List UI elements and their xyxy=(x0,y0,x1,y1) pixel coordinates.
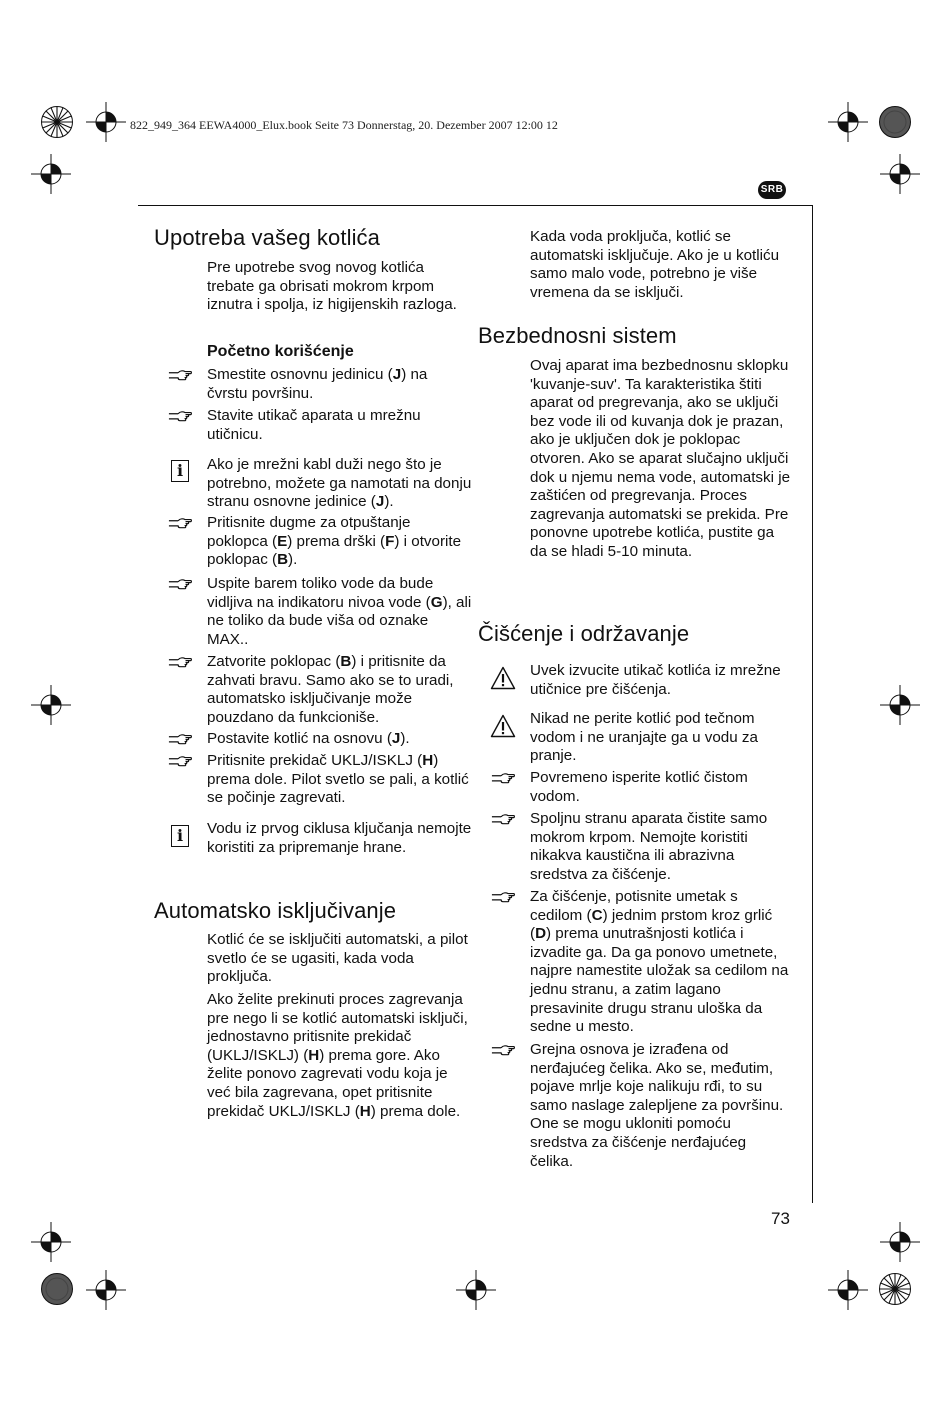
warning-icon xyxy=(490,666,516,690)
crosshair-mark xyxy=(828,102,868,142)
hand-pointer-icon xyxy=(491,813,515,827)
cleaning-step: Za čišćenje, potisnite umetak s cedilom (C) jednim prstom kroz grlić (D) prema unutrašnjosti kotlića i izvadite ga. Da ga ponovo umetnete, najpre namestite uložak sa cedilom na jednu stranu, a zatim lagano presavinite drugu stranu uloška da sedne u mesto. xyxy=(530,888,789,1036)
page-number: 73 xyxy=(771,1209,790,1228)
crosshair-mark xyxy=(86,1270,126,1310)
sunburst-mark-bottom-right xyxy=(878,1272,912,1306)
section-title-cleaning: Čišćenje i održavanje xyxy=(478,621,690,646)
section-title-auto-off: Automatsko isključivanje xyxy=(154,898,397,923)
subheading-first-use: Početno korišćenje xyxy=(207,343,354,360)
usage-intro: Pre upotrebe svog novog kotlića trebate ga obrisati mokrom krpom iznutra i spolja, iz higijenskih razloga. xyxy=(207,259,457,314)
info-note: Vodu iz prvog ciklusa ključanja nemojte koristiti za pripremanje hrane. xyxy=(207,820,472,856)
hand-pointer-icon xyxy=(491,772,515,786)
print-header: 822_949_364 EEWA4000_Elux.book Seite 73 Donnerstag, 20. Dezember 2007 12:00 12 xyxy=(130,118,558,132)
step-item: Postavite kotlić na osnovu (J). xyxy=(207,730,410,747)
step-item: Stavite utikač aparata u mrežnu utičnicu. xyxy=(207,407,421,443)
section-title-safety: Bezbednosni sistem xyxy=(478,323,677,348)
hand-pointer-icon xyxy=(168,517,192,531)
crosshair-mark xyxy=(31,154,71,194)
language-badge: SRB xyxy=(758,181,786,199)
info-note: Ako je mrežni kabl duži nego što je potrebno, možete ga namotati na donju stranu osnovne jedinice (J). xyxy=(207,456,472,511)
hand-pointer-icon xyxy=(168,656,192,670)
safety-paragraph: Ovaj aparat ima bezbednosnu sklopku 'kuvanje-suv'. Ta karakteristika štiti aparat od pregrevanja, ako se uključi bez vode ili od kuvanja dok je prazan, ako je uključen dok je poklopac otvoren. Ako se aparat slučajno uključi dok u njemu nema vode, automatski je zaštićen od pregrevanja. Proces zagrevanja automatski se prekida. Pre ponovne upotrebe kotlića, pustite ga da se hladi 5-10 minuta. xyxy=(530,357,791,560)
step-item: Uspite barem toliko vode da bude vidljiva na indikatoru nivoa vode (G), ali ne toliko da bude viša od oznake MAX.. xyxy=(207,575,472,648)
auto-off-paragraph: Kotlić će se isključiti automatski, a pilot svetlo će se ugasiti, kada voda proključa. xyxy=(207,931,468,986)
step-item: Zatvorite poklopac (B) i pritisnite da zahvati bravu. Samo ako se to uradi, automatsko isključivanje može pouzdano da funkcioniše. xyxy=(207,653,454,726)
crosshair-mark xyxy=(828,1270,868,1310)
hand-pointer-icon xyxy=(168,410,192,424)
hand-pointer-icon xyxy=(168,578,192,592)
step-item: Smestite osnovnu jedinicu (J) na čvrstu površinu. xyxy=(207,366,428,402)
crosshair-mark xyxy=(880,154,920,194)
crosshair-mark xyxy=(880,685,920,725)
crosshair-mark xyxy=(31,1222,71,1262)
top-rule xyxy=(138,205,813,206)
info-icon: i xyxy=(171,460,189,482)
hand-pointer-icon xyxy=(168,369,192,383)
cleaning-step: Povremeno isperite kotlić čistom vodom. xyxy=(530,769,748,805)
grey-disc-mark-top-right xyxy=(878,105,912,139)
crosshair-mark xyxy=(456,1270,496,1310)
cleaning-step: Grejna osnova je izrađena od nerđajućeg čelika. Ako se, međutim, pojave mrlje koje nalikuju rđi, to su samo naslage zalepljene za površinu. One se mogu ukloniti pomoću sredstva za čišćenje nerđajućeg čelika. xyxy=(530,1041,784,1170)
section-title-usage: Upotreba vašeg kotlića xyxy=(154,225,380,250)
step-item: Pritisnite dugme za otpuštanje poklopca (E) prema drški (F) i otvorite poklopac (B). xyxy=(207,514,462,569)
hand-pointer-icon xyxy=(491,891,515,905)
step-item: Pritisnite prekidač UKLJ/ISKLJ (H) prema dole. Pilot svetlo se pali, a kotlić se počinje zagrevati. xyxy=(207,752,469,807)
cleaning-step: Spoljnu stranu aparata čistite samo mokrom krpom. Nemojte koristiti nikakva kaustična ili abrazivna sredstva za čišćenje. xyxy=(530,810,768,883)
auto-off-paragraph: Ako želite prekinuti proces zagrevanja pre nego li se kotlić automatski isključi, jednostavno pritisnite prekidač (UKLJ/ISKLJ) (H) prema gore. Ako želite ponovo zagrevati vodu koja je već bila zagrevana, opet pritisnite prekidač UKLJ/ISKLJ (H) prema dole. xyxy=(207,991,468,1120)
warning-note: Nikad ne perite kotlić pod tečnom vodom i ne uranjajte ga u vodu za pranje. xyxy=(530,710,758,765)
crosshair-mark xyxy=(880,1222,920,1262)
warning-note: Uvek izvucite utikač kotlića iz mrežne utičnice pre čišćenja. xyxy=(530,662,781,698)
grey-disc-mark-bottom-left xyxy=(40,1272,74,1306)
crosshair-mark xyxy=(31,685,71,725)
info-icon: i xyxy=(171,825,189,847)
crosshair-mark xyxy=(86,102,126,142)
sunburst-mark-top-left xyxy=(40,105,74,139)
hand-pointer-icon xyxy=(491,1044,515,1058)
continued-paragraph: Kada voda proključa, kotlić se automatski isključuje. Ako je u kotliću samo malo vode, potrebno je više vremena da se isključi. xyxy=(530,228,780,301)
warning-icon xyxy=(490,714,516,738)
right-margin-rule xyxy=(812,205,813,1203)
hand-pointer-icon xyxy=(168,733,192,747)
hand-pointer-icon xyxy=(168,755,192,769)
